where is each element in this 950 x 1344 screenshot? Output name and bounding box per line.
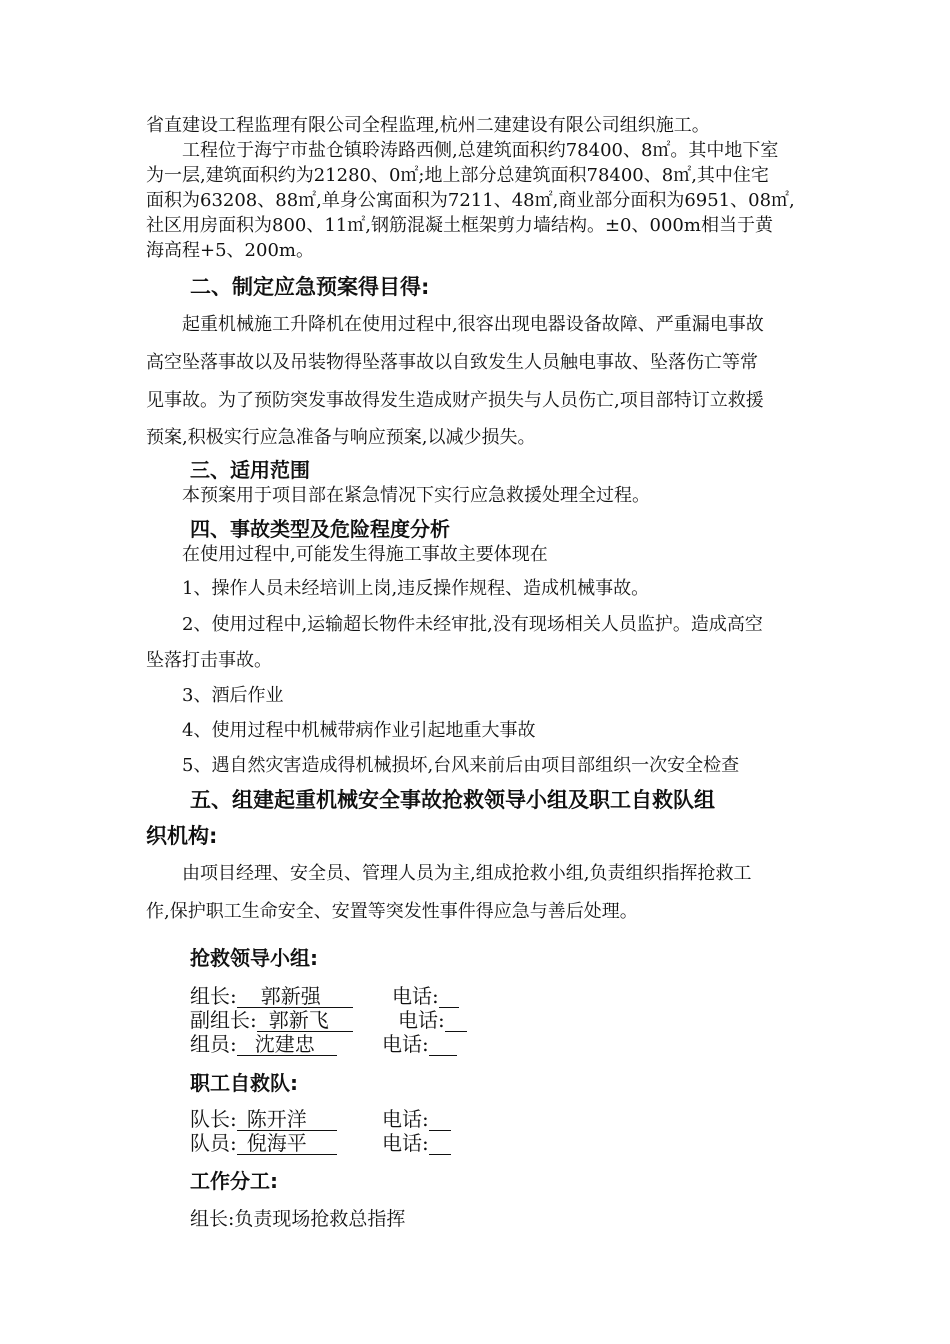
phone-label: 电话: (392, 984, 439, 1008)
rescue-team-heading: 职工自救队: (190, 1071, 298, 1095)
organization-line: 作,保护职工生命安全、安置等突发性事件得应急与善后处理。 (146, 901, 638, 922)
member-name: 倪海平 (237, 1132, 337, 1155)
project-paragraph-line: 面积为63208、88㎡,单身公寓面积为7211、48㎡,商业部分面积为6951、08㎡, (146, 190, 795, 211)
phone-label: 电话: (382, 1131, 429, 1155)
leadership-row (190, 1008, 353, 1032)
accident-item: 1、操作人员未经培训上岗,违反操作规程、造成机械事故。 (182, 578, 650, 599)
project-paragraph-line: 海高程+5、200m。 (146, 240, 314, 261)
purpose-line: 预案,积极实行应急准备与响应预案,以减少损失。 (146, 427, 536, 448)
leadership-heading: 抢救领导小组: (190, 946, 318, 970)
project-paragraph-line: 社区用房面积为800、11㎡,钢筋混凝土框架剪力墙结构。±0、000m相当于黄 (146, 215, 773, 236)
accident-item: 4、使用过程中机械带病作业引起地重大事故 (182, 720, 536, 741)
section-heading-scope: 三、适用范围 (190, 458, 310, 482)
section-heading-organization: 五、组建起重机械安全事故抢救领导小组及职工自救队组 (190, 788, 715, 812)
phone-row (382, 1131, 451, 1155)
section-heading-accident-types: 四、事故类型及危险程度分析 (190, 517, 450, 541)
accident-item: 3、酒后作业 (182, 685, 284, 706)
phone-blank (439, 985, 459, 1008)
purpose-line: 起重机械施工升降机在使用过程中,很容出现电器设备故障、严重漏电事故 (182, 314, 764, 335)
project-paragraph-line: 工程位于海宁市盐仓镇聆涛路西侧,总建筑面积约78400、8㎡。其中地下室 (182, 140, 779, 161)
division-heading: 工作分工: (190, 1169, 278, 1193)
phone-blank (429, 1132, 451, 1155)
role-label: 副组长: (190, 1008, 257, 1032)
phone-row (392, 984, 459, 1008)
role-label: 队员: (190, 1131, 237, 1155)
accident-intro: 在使用过程中,可能发生得施工事故主要体现在 (182, 544, 548, 565)
phone-label: 电话: (382, 1032, 429, 1056)
phone-blank (445, 1009, 467, 1032)
section-heading-purpose: 二、制定应急预案得目得: (190, 275, 430, 299)
role-label: 组长: (190, 984, 237, 1008)
rescue-team-row (190, 1131, 337, 1155)
member-name: 陈开洋 (237, 1108, 337, 1131)
phone-label: 电话: (382, 1107, 429, 1131)
purpose-line: 高空坠落事故以及吊装物得坠落事故以自致发生人员触电事故、坠落伤亡等常 (146, 352, 758, 373)
phone-label: 电话: (398, 1008, 445, 1032)
section-heading-organization-cont: 织机构: (146, 824, 218, 848)
member-name: 郭新强 (237, 985, 353, 1008)
role-label: 队长: (190, 1107, 237, 1131)
accident-item: 坠落打击事故。 (146, 650, 272, 671)
organization-line: 由项目经理、安全员、管理人员为主,组成抢救小组,负责组织指挥抢救工 (182, 863, 752, 884)
phone-row (398, 1008, 467, 1032)
leadership-row (190, 984, 353, 1008)
phone-blank (429, 1033, 457, 1056)
division-line: 组长:负责现场抢救总指挥 (190, 1208, 406, 1230)
project-paragraph-line: 为一层,建筑面积约为21280、0㎡;地上部分总建筑面积78400、8㎡,其中住宅 (146, 165, 769, 186)
intro-line: 省直建设工程监理有限公司全程监理,杭州二建建设有限公司组织施工。 (146, 115, 710, 136)
purpose-line: 见事故。为了预防突发事故得发生造成财产损失与人员伤亡,项目部特订立救援 (146, 390, 764, 411)
role-label: 组员: (190, 1032, 237, 1056)
member-name: 沈建忠 (237, 1033, 337, 1056)
phone-row (382, 1107, 451, 1131)
rescue-team-row (190, 1107, 337, 1131)
leadership-row (190, 1032, 337, 1056)
scope-text: 本预案用于项目部在紧急情况下实行应急救援处理全过程。 (182, 485, 650, 506)
accident-item: 5、遇自然灾害造成得机械损坏,台风来前后由项目部组织一次安全检查 (182, 755, 740, 776)
phone-row (382, 1032, 457, 1056)
member-name: 郭新飞 (257, 1009, 353, 1032)
phone-blank (429, 1108, 451, 1131)
accident-item: 2、使用过程中,运输超长物件未经审批,没有现场相关人员监护。造成高空 (182, 614, 763, 635)
